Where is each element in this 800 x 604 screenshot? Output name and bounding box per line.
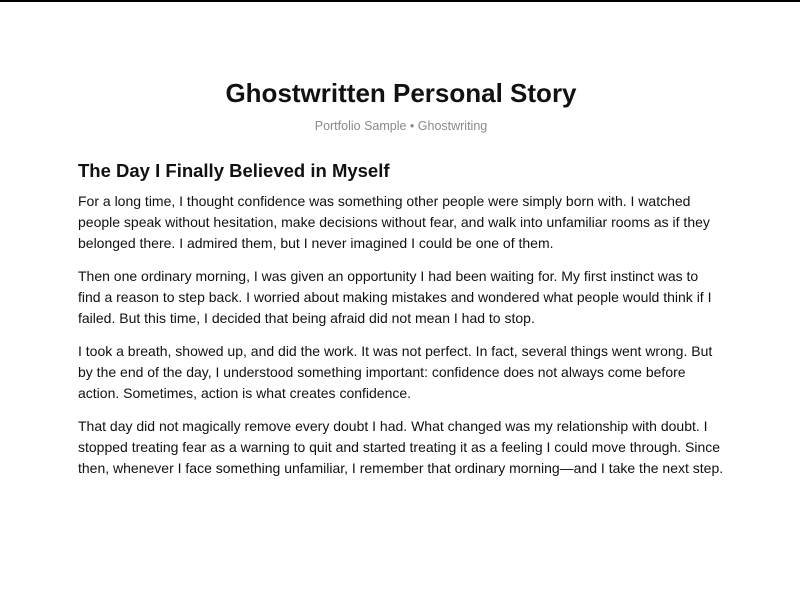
story-paragraph: I took a breath, showed up, and did the work. It was not perfect. In fact, several things went wrong. But by the end of the day, I understood something important: confidence does not always come before action. Sometimes, action is what creates confidence. [78, 343, 713, 401]
story-paragraph: For a long time, I thought confidence was something other people were simply born with. I watched people speak without hesitation, make decisions without fear, and walk into unfamiliar rooms as if they belonged there. I admired them, but I never imagined I could be one of them. [78, 193, 710, 251]
page-title: Ghostwritten Personal Story [225, 78, 577, 108]
story-body [78, 191, 724, 479]
page-subtitle: Portfolio Sample • Ghostwriting [314, 119, 488, 133]
story-heading: The Day I Finally Believed in Myself [78, 160, 390, 181]
story-paragraph: That day did not magically remove every doubt I had. What changed was my relationship with doubt. I stopped treating fear as a warning to quit and started treating it as a feeling I could move through. Since then, whenever I face something unfamiliar, I remember that ordinary morning—and I take the next step. [78, 418, 724, 476]
top-border [0, 0, 800, 2]
document-page [78, 76, 724, 491]
story-paragraph: Then one ordinary morning, I was given an opportunity I had been waiting for. My first instinct was to find a reason to step back. I worried about making mistakes and wondered what people would think if I failed. But this time, I decided that being afraid did not mean I had to stop. [78, 268, 712, 326]
